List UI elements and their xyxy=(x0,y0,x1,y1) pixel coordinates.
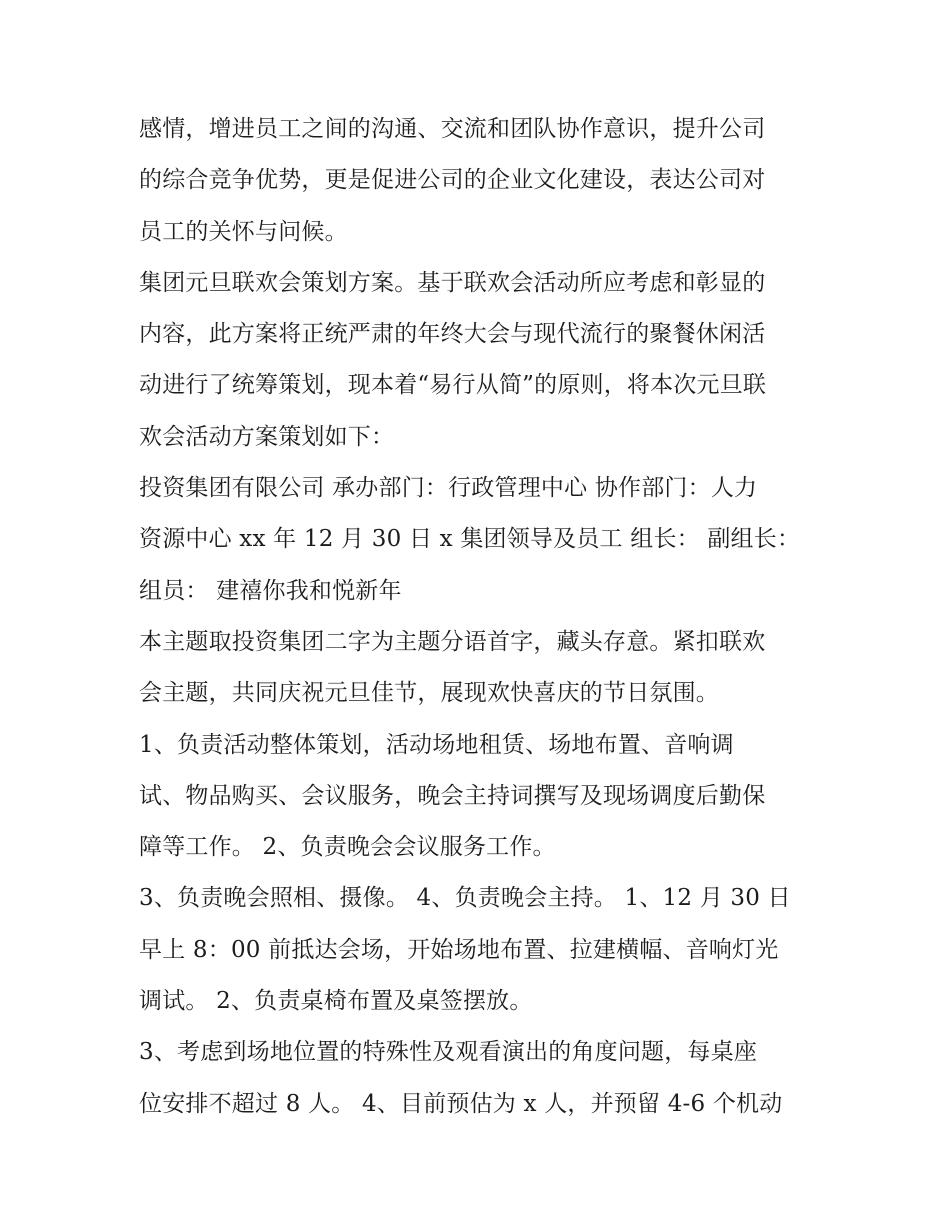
text-line: 组员： 建禧你我和悦新年 xyxy=(139,577,402,604)
text-line: 资源中心 xx 年 12 月 30 日 x 集团领导及员工 组长： 副组长： xyxy=(139,526,801,553)
text-line: 动进行了统筹策划，现本着“易行从简”的原则，将本次元旦联 xyxy=(139,372,767,399)
text-line: 试、物品购买、会议服务，晚会主持词撰写及现场调度后勤保 xyxy=(139,782,766,809)
text-line: 感情，增进员工之间的沟通、交流和团队协作意识，提升公司 xyxy=(139,116,766,142)
text-line: 内容，此方案将正统严肃的年终大会与现代流行的聚餐休闲活 xyxy=(139,321,766,348)
text-line: 本主题取投资集团二字为主题分语首字，藏头存意。紧扣联欢 xyxy=(139,628,766,655)
text-line: 3、考虑到场地位置的特殊性及观看演出的角度问题，每桌座 xyxy=(139,1039,758,1066)
document-body xyxy=(139,104,819,1130)
text-line: 投资集团有限公司 承办部门：行政管理中心 协作部门：人力 xyxy=(139,475,758,502)
text-line: 的综合竞争优势，更是促进公司的企业文化建设，表达公司对 xyxy=(139,167,766,194)
text-line: 调试。 2、负责桌椅布置及桌签摆放。 xyxy=(139,988,533,1015)
text-line: 3、负责晚会照相、摄像。 4、负责晚会主持。 1、12 月 30 日 xyxy=(139,885,791,912)
text-line: 会主题，共同庆祝元旦佳节，展现欢快喜庆的节日氛围。 xyxy=(139,680,719,707)
text-line: 员工的关怀与问候。 xyxy=(139,218,348,245)
text-line: 早上 8：00 前抵达会场，开始场地布置、拉建横幅、音响灯光 xyxy=(139,936,779,963)
text-line: 1、负责活动整体策划，活动场地租赁、场地布置、音响调 xyxy=(139,731,734,758)
text-line: 欢会活动方案策划如下： xyxy=(139,423,395,450)
text-line: 集团元旦联欢会策划方案。基于联欢会活动所应考虑和彰显的 xyxy=(139,269,766,296)
text-line: 障等工作。 2、负责晚会会议服务工作。 xyxy=(139,834,556,861)
text-line: 位安排不超过 8 人。 4、目前预估为 x 人，并预留 4-6 个机动 xyxy=(139,1090,783,1117)
